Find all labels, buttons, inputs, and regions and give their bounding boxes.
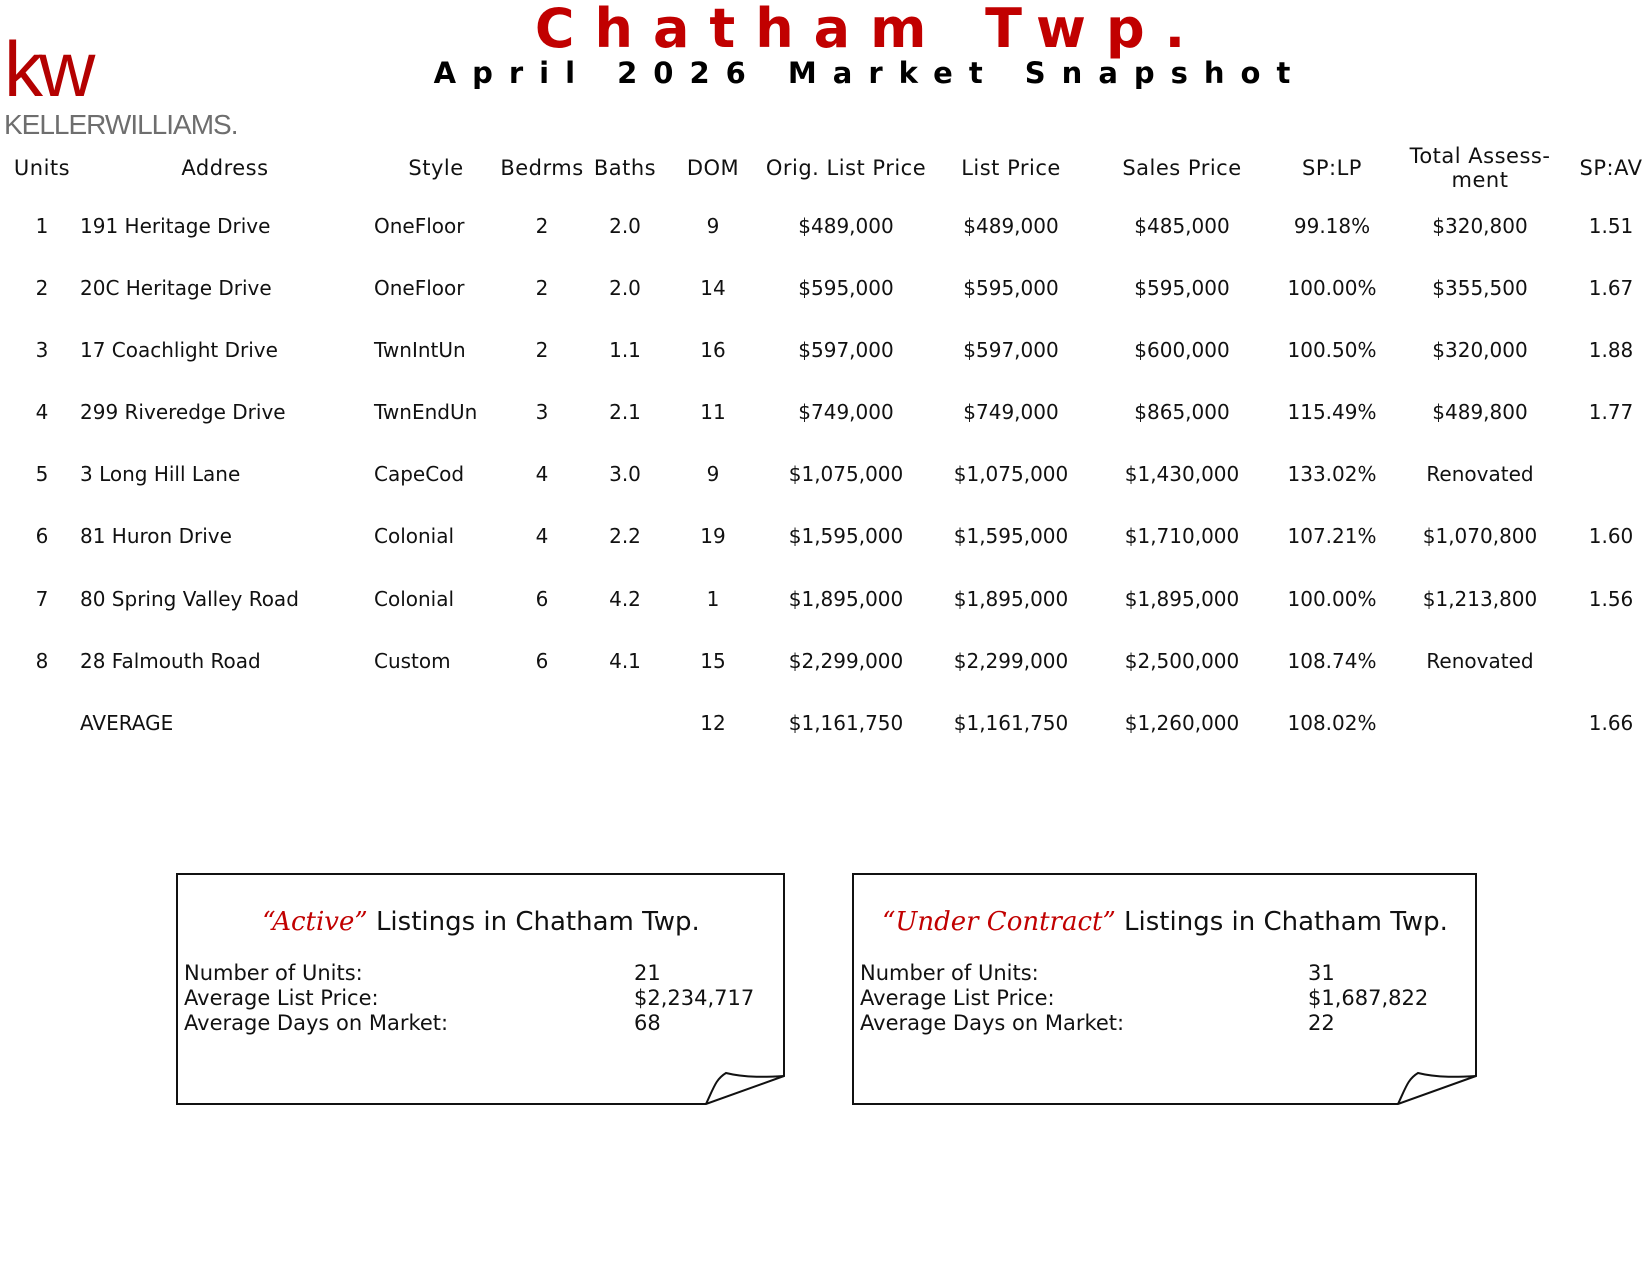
active-listings-card xyxy=(176,873,786,1105)
row-address: 81 Huron Drive xyxy=(80,524,232,548)
average-sales-price: $1,260,000 xyxy=(1124,711,1240,735)
under-contract-units-value: 31 xyxy=(1308,961,1335,985)
row-style: OneFloor xyxy=(374,276,465,300)
average-sp-av: 1.66 xyxy=(1588,711,1634,735)
under-contract-avg-dom-label: Average Days on Market: xyxy=(860,1011,1125,1035)
header-sales-price: Sales Price xyxy=(1122,156,1242,180)
row-dom: 14 xyxy=(700,276,726,300)
row-bedrms: 2 xyxy=(535,214,549,238)
row-total-assessment: $320,000 xyxy=(1432,338,1528,362)
row-address: 299 Riveredge Drive xyxy=(80,400,286,424)
row-orig-list-price: $1,895,000 xyxy=(788,587,904,611)
header-total-assessment xyxy=(1405,144,1555,192)
row-list-price: $1,595,000 xyxy=(953,524,1069,548)
row-style: OneFloor xyxy=(374,214,465,238)
row-orig-list-price: $489,000 xyxy=(798,214,894,238)
header-total-assessment-line2: ment xyxy=(1451,168,1509,192)
row-orig-list-price: $1,595,000 xyxy=(788,524,904,548)
row-dom: 19 xyxy=(700,524,726,548)
row-address: 17 Coachlight Drive xyxy=(80,338,278,362)
under-contract-listings-card xyxy=(852,873,1478,1105)
row-sales-price: $1,895,000 xyxy=(1124,587,1240,611)
row-sp-av: 1.56 xyxy=(1588,587,1634,611)
row-orig-list-price: $1,075,000 xyxy=(788,462,904,486)
average-sp-lp: 108.02% xyxy=(1287,711,1377,735)
row-unit: 7 xyxy=(35,587,49,611)
active-avg-dom-value: 68 xyxy=(634,1011,661,1035)
row-orig-list-price: $749,000 xyxy=(798,400,894,424)
average-orig-list-price: $1,161,750 xyxy=(788,711,904,735)
row-unit: 6 xyxy=(35,524,49,548)
row-unit: 1 xyxy=(35,214,49,238)
page-title: Chatham Twp. xyxy=(534,0,1206,60)
row-orig-list-price: $595,000 xyxy=(798,276,894,300)
row-sp-av: 1.67 xyxy=(1588,276,1634,300)
row-list-price: $2,299,000 xyxy=(953,649,1069,673)
active-accent-label: “Active” xyxy=(262,907,368,937)
row-address: 80 Spring Valley Road xyxy=(80,587,299,611)
header-sp-av: SP:AV xyxy=(1579,156,1643,180)
row-baths: 4.1 xyxy=(609,649,641,673)
row-address: 3 Long Hill Lane xyxy=(80,462,241,486)
row-style: TwnEndUn xyxy=(374,400,478,424)
row-sales-price: $2,500,000 xyxy=(1124,649,1240,673)
active-title-rest: Listings in Chatham Twp. xyxy=(375,907,700,937)
row-sp-lp: 99.18% xyxy=(1293,214,1371,238)
page-subtitle: April 2026 Market Snapshot xyxy=(433,56,1307,90)
header-units: Units xyxy=(13,156,71,180)
row-style: Custom xyxy=(374,649,451,673)
table-header xyxy=(0,140,1650,196)
row-address: 28 Falmouth Road xyxy=(80,649,261,673)
row-baths: 4.2 xyxy=(609,587,641,611)
row-baths: 2.2 xyxy=(609,524,641,548)
row-bedrms: 4 xyxy=(535,462,549,486)
row-dom: 9 xyxy=(706,462,720,486)
active-card-title xyxy=(176,907,786,937)
row-total-assessment: Renovated xyxy=(1426,649,1534,673)
row-baths: 3.0 xyxy=(609,462,641,486)
row-baths: 2.0 xyxy=(609,276,641,300)
active-avg-price-value: $2,234,717 xyxy=(634,986,755,1010)
row-unit: 2 xyxy=(35,276,49,300)
row-sp-lp: 100.00% xyxy=(1287,276,1377,300)
row-baths: 2.0 xyxy=(609,214,641,238)
row-bedrms: 4 xyxy=(535,524,549,548)
under-contract-card-title xyxy=(852,907,1478,937)
under-contract-units-label: Number of Units: xyxy=(860,961,1039,985)
row-list-price: $595,000 xyxy=(963,276,1059,300)
row-sp-lp: 133.02% xyxy=(1287,462,1377,486)
header-style: Style xyxy=(408,156,464,180)
row-list-price: $749,000 xyxy=(963,400,1059,424)
row-bedrms: 3 xyxy=(535,400,549,424)
row-total-assessment: $1,213,800 xyxy=(1422,587,1538,611)
kw-logo-wordmark xyxy=(4,110,237,140)
row-style: Colonial xyxy=(374,587,455,611)
average-list-price: $1,161,750 xyxy=(953,711,1069,735)
row-style: TwnIntUn xyxy=(374,338,466,362)
row-dom: 15 xyxy=(700,649,726,673)
under-contract-avg-dom-value: 22 xyxy=(1308,1011,1335,1035)
row-sp-lp: 115.49% xyxy=(1287,400,1377,424)
row-dom: 1 xyxy=(706,587,720,611)
header-baths: Baths xyxy=(593,156,657,180)
row-sales-price: $485,000 xyxy=(1134,214,1230,238)
logo-word-williams: WILLIAMS. xyxy=(104,109,238,140)
row-sp-av: 1.88 xyxy=(1588,338,1634,362)
row-sp-lp: 108.74% xyxy=(1287,649,1377,673)
sales-table xyxy=(0,140,1650,740)
active-units-value: 21 xyxy=(634,961,661,985)
row-list-price: $1,895,000 xyxy=(953,587,1069,611)
active-avg-dom-label: Average Days on Market: xyxy=(184,1011,449,1035)
header-address: Address xyxy=(181,156,269,180)
kw-logo-mark: kw xyxy=(4,25,92,113)
row-style: CapeCod xyxy=(374,462,465,486)
row-total-assessment: $320,800 xyxy=(1432,214,1528,238)
row-bedrms: 6 xyxy=(535,587,549,611)
row-bedrms: 2 xyxy=(535,338,549,362)
row-total-assessment: $489,800 xyxy=(1432,400,1528,424)
row-total-assessment: $1,070,800 xyxy=(1422,524,1538,548)
row-baths: 1.1 xyxy=(609,338,641,362)
active-avg-price-label: Average List Price: xyxy=(184,986,379,1010)
header-dom: DOM xyxy=(686,156,740,180)
header-total-assessment-line1: Total Assess- xyxy=(1409,144,1551,168)
header-bedrms: Bedrms xyxy=(500,156,584,180)
row-bedrms: 2 xyxy=(535,276,549,300)
row-address: 20C Heritage Drive xyxy=(80,276,272,300)
row-sales-price: $1,710,000 xyxy=(1124,524,1240,548)
active-units-label: Number of Units: xyxy=(184,961,363,985)
row-unit: 5 xyxy=(35,462,49,486)
row-total-assessment: $355,500 xyxy=(1432,276,1528,300)
row-sp-av: 1.51 xyxy=(1588,214,1634,238)
row-sp-av: 1.60 xyxy=(1588,524,1634,548)
row-sales-price: $865,000 xyxy=(1134,400,1230,424)
row-dom: 16 xyxy=(700,338,726,362)
under-contract-accent-label: “Under Contract” xyxy=(882,907,1116,937)
row-list-price: $597,000 xyxy=(963,338,1059,362)
row-unit: 8 xyxy=(35,649,49,673)
row-sp-av: 1.77 xyxy=(1588,400,1634,424)
header-list-price: List Price xyxy=(961,156,1061,180)
row-address: 191 Heritage Drive xyxy=(80,214,271,238)
row-unit: 4 xyxy=(35,400,49,424)
row-dom: 11 xyxy=(700,400,726,424)
row-total-assessment: Renovated xyxy=(1426,462,1534,486)
under-contract-avg-price-label: Average List Price: xyxy=(860,986,1055,1010)
under-contract-title-rest: Listings in Chatham Twp. xyxy=(1124,907,1448,937)
average-dom: 12 xyxy=(700,711,726,735)
row-sp-lp: 100.00% xyxy=(1287,587,1377,611)
row-baths: 2.1 xyxy=(609,400,641,424)
row-unit: 3 xyxy=(35,338,49,362)
row-orig-list-price: $597,000 xyxy=(798,338,894,362)
row-sp-lp: 100.50% xyxy=(1287,338,1377,362)
row-sales-price: $600,000 xyxy=(1134,338,1230,362)
under-contract-avg-price-value: $1,687,822 xyxy=(1308,986,1429,1010)
header-sp-lp: SP:LP xyxy=(1302,156,1362,180)
row-orig-list-price: $2,299,000 xyxy=(788,649,904,673)
row-style: Colonial xyxy=(374,524,455,548)
logo-word-keller: KELLER xyxy=(4,109,105,140)
row-dom: 9 xyxy=(706,214,720,238)
row-list-price: $489,000 xyxy=(963,214,1059,238)
row-sp-lp: 107.21% xyxy=(1287,524,1377,548)
row-list-price: $1,075,000 xyxy=(953,462,1069,486)
row-bedrms: 6 xyxy=(535,649,549,673)
row-sales-price: $595,000 xyxy=(1134,276,1230,300)
average-label: AVERAGE xyxy=(80,711,174,735)
header-orig-list-price: Orig. List Price xyxy=(765,156,927,180)
row-sales-price: $1,430,000 xyxy=(1124,462,1240,486)
